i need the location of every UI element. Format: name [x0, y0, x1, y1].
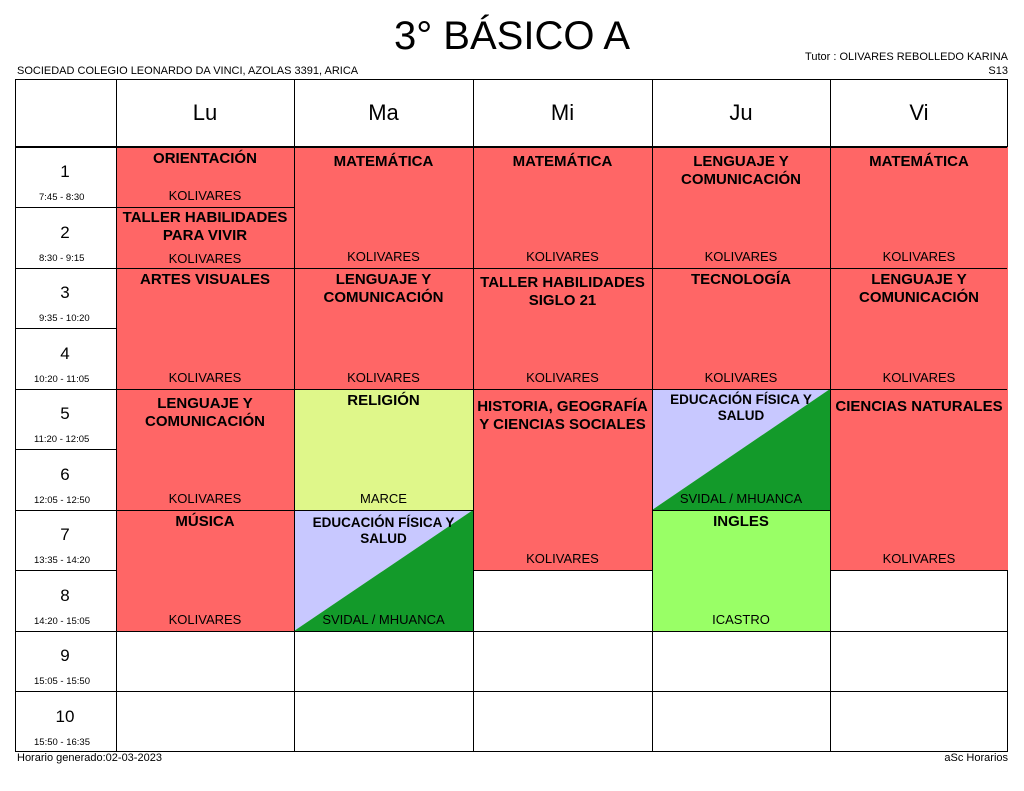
period-number: 5	[60, 404, 70, 423]
lesson-divider	[652, 510, 830, 511]
period-number: 10	[55, 707, 75, 726]
lesson-subject: LENGUAJE Y COMUNICACIÓN	[859, 271, 979, 306]
period-row	[15, 449, 116, 510]
lesson-cell[interactable]	[652, 510, 830, 631]
period-row	[15, 267, 116, 328]
period-time: 12:05 - 12:50	[34, 495, 90, 506]
lesson-divider	[116, 510, 473, 511]
period-number: 9	[60, 646, 70, 665]
period-time: 11:20 - 12:05	[34, 434, 90, 445]
generated-date: Horario generado:02-03-2023	[17, 752, 162, 764]
period-row	[15, 691, 116, 752]
lesson-subject: LENGUAJE Y COMUNICACIÓN	[145, 395, 265, 430]
lesson-teacher: KOLIVARES	[168, 251, 242, 266]
lesson-cell[interactable]	[116, 510, 294, 631]
lesson-teacher: KOLIVARES	[168, 491, 242, 506]
lesson-teacher: KOLIVARES	[526, 370, 599, 385]
lesson-divider	[116, 389, 1007, 390]
lesson-subject: RELIGIÓN	[347, 392, 420, 409]
lesson-cell[interactable]	[294, 147, 473, 268]
lesson-subject: EDUCACIÓN FÍSICA Y SALUD	[312, 515, 455, 546]
lesson-subject: TECNOLOGÍA	[691, 271, 791, 288]
period-time: 7:45 - 8:30	[39, 192, 85, 203]
lesson-cell[interactable]	[116, 389, 294, 510]
lesson-teacher: KOLIVARES	[347, 249, 420, 264]
lesson-subject: LENGUAJE Y COMUNICACIÓN	[323, 271, 444, 306]
day-header-ju: Ju	[729, 100, 753, 125]
lesson-teacher: SVIDAL / MHUANCA	[679, 491, 803, 506]
period-number: 2	[60, 223, 70, 242]
period-row	[15, 630, 116, 691]
lesson-cell[interactable]	[116, 207, 294, 268]
period-number: 7	[60, 525, 70, 544]
lesson-subject: ORIENTACIÓN	[153, 150, 257, 167]
lesson-cell[interactable]	[116, 268, 294, 389]
period-row	[15, 388, 116, 449]
lesson-subject: CIENCIAS NATURALES	[835, 398, 1003, 415]
lesson-subject: MATEMÁTICA	[512, 153, 613, 170]
software-name: aSc Horarios	[944, 752, 1008, 764]
lesson-cell[interactable]	[473, 389, 652, 570]
lesson-cell[interactable]	[294, 268, 473, 389]
day-header-mi: Mi	[550, 100, 575, 125]
period-time: 15:50 - 16:35	[34, 737, 90, 748]
column-divider	[652, 80, 653, 751]
lesson-subject: TALLER HABILIDADES PARA VIVIR	[122, 209, 288, 244]
school-name: SOCIEDAD COLEGIO LEONARDO DA VINCI, AZOLAS 3391, ARICA	[17, 65, 359, 77]
lesson-divider	[830, 570, 1007, 571]
column-divider	[116, 80, 117, 751]
period-time: 8:30 - 9:15	[39, 253, 85, 264]
lesson-subject: MÚSICA	[175, 513, 235, 530]
lesson-subject: TALLER HABILIDADES SIGLO 21	[480, 274, 645, 309]
lesson-cell[interactable]	[652, 147, 830, 268]
lesson-cell[interactable]	[116, 147, 294, 207]
lesson-divider	[116, 631, 1007, 632]
period-number: 8	[60, 586, 70, 605]
lesson-teacher: KOLIVARES	[168, 612, 242, 627]
lesson-subject: INGLES	[713, 513, 769, 530]
period-row	[15, 328, 116, 389]
lesson-cell[interactable]	[652, 389, 830, 510]
timetable-grid	[15, 79, 1008, 752]
lesson-teacher: KOLIVARES	[882, 370, 956, 385]
lesson-divider	[116, 268, 1007, 269]
lesson-cell[interactable]	[830, 268, 1008, 389]
room-code: S13	[988, 65, 1008, 77]
lesson-divider	[473, 570, 652, 571]
lesson-teacher: KOLIVARES	[168, 370, 242, 385]
lesson-cell[interactable]	[830, 147, 1008, 268]
day-header-lu: Lu	[192, 100, 218, 125]
lesson-teacher: KOLIVARES	[882, 551, 956, 566]
lesson-cell[interactable]	[473, 268, 652, 389]
period-number: 3	[60, 283, 70, 302]
lesson-teacher: KOLIVARES	[347, 370, 420, 385]
period-time: 15:05 - 15:50	[34, 676, 90, 687]
lesson-subject: HISTORIA, GEOGRAFÍA Y CIENCIAS SOCIALES	[477, 398, 648, 433]
period-number: 1	[60, 162, 70, 181]
period-number: 6	[60, 465, 70, 484]
lesson-teacher: MARCE	[360, 491, 407, 506]
lesson-teacher: KOLIVARES	[526, 551, 599, 566]
day-header-vi: Vi	[909, 100, 929, 125]
lesson-teacher: SVIDAL / MHUANCA	[322, 612, 445, 627]
tutor-name: Tutor : OLIVARES REBOLLEDO KARINA	[805, 51, 1008, 63]
lesson-cell[interactable]	[652, 268, 830, 389]
period-time: 10:20 - 11:05	[34, 374, 90, 385]
lesson-teacher: KOLIVARES	[704, 370, 778, 385]
lesson-subject: LENGUAJE Y COMUNICACIÓN	[681, 153, 801, 188]
lesson-subject: ARTES VISUALES	[139, 271, 271, 288]
column-divider	[830, 80, 831, 751]
period-number: 4	[60, 344, 70, 363]
day-header-ma: Ma	[368, 100, 399, 125]
column-divider	[294, 147, 295, 751]
period-row	[15, 207, 116, 268]
lesson-teacher: ICASTRO	[712, 612, 770, 627]
period-row	[15, 570, 116, 631]
period-row	[15, 509, 116, 570]
period-time: 9:35 - 10:20	[39, 313, 90, 324]
lesson-teacher: KOLIVARES	[526, 249, 599, 264]
lesson-teacher: KOLIVARES	[168, 188, 242, 203]
lesson-subject: MATEMÁTICA	[333, 153, 434, 170]
lesson-divider	[116, 691, 1007, 692]
lesson-cell[interactable]	[473, 147, 652, 268]
lesson-cell[interactable]	[294, 510, 473, 631]
lesson-cell[interactable]	[294, 389, 473, 510]
lesson-subject: MATEMÁTICA	[869, 153, 969, 170]
lesson-teacher: KOLIVARES	[704, 249, 778, 264]
period-time: 14:20 - 15:05	[34, 616, 90, 627]
lesson-cell[interactable]	[830, 389, 1008, 570]
timetable-title: 3° BÁSICO A	[393, 14, 631, 58]
lesson-teacher: KOLIVARES	[882, 249, 956, 264]
lesson-divider	[116, 207, 294, 208]
period-time: 13:35 - 14:20	[34, 555, 90, 566]
column-divider	[473, 80, 474, 751]
lesson-subject: EDUCACIÓN FÍSICA Y SALUD	[670, 392, 812, 423]
period-row	[15, 146, 116, 207]
